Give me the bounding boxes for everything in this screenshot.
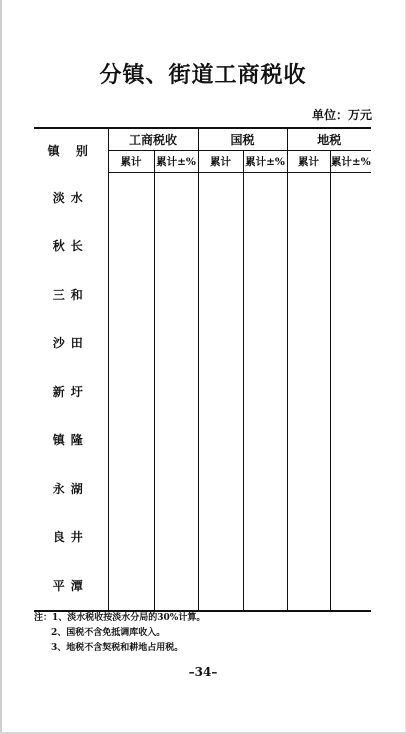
table-row <box>34 464 371 513</box>
value-cell <box>154 270 198 319</box>
town-name: 淡水 <box>52 190 89 205</box>
value-cell <box>108 222 154 271</box>
value-cell <box>154 416 198 465</box>
table-row <box>34 319 371 368</box>
value-cell <box>330 367 371 416</box>
value-cell <box>198 464 243 513</box>
value-cell <box>330 416 371 465</box>
subheader-cumulative: 累计 <box>198 151 243 173</box>
value-cell <box>243 416 287 465</box>
value-cell <box>108 513 154 562</box>
value-cell <box>198 513 243 562</box>
table-row <box>34 173 371 222</box>
value-cell <box>330 173 371 222</box>
page-edge-left <box>0 0 2 734</box>
town-name: 三和 <box>52 287 89 302</box>
value-cell <box>243 513 287 562</box>
value-cell <box>287 367 330 416</box>
value-cell <box>108 173 154 222</box>
value-cell <box>198 561 243 611</box>
footnote: 2、国税不含免抵调库收入。 <box>51 628 166 638</box>
value-cell <box>330 464 371 513</box>
value-cell <box>287 319 330 368</box>
value-cell <box>108 416 154 465</box>
value-cell <box>108 561 154 611</box>
value-cell <box>287 513 330 562</box>
value-cell <box>198 222 243 271</box>
value-cell <box>287 464 330 513</box>
value-cell <box>330 513 371 562</box>
value-cell <box>198 270 243 319</box>
value-cell <box>330 561 371 611</box>
footnote: 3、地税不含契税和耕地占用税。 <box>51 643 184 653</box>
value-cell <box>198 173 243 222</box>
table-body <box>34 173 371 611</box>
value-cell <box>243 367 287 416</box>
value-cell <box>154 173 198 222</box>
value-cell <box>198 367 243 416</box>
value-cell <box>108 270 154 319</box>
subheader-cumulative-change: 累计±% <box>154 151 198 173</box>
town-name: 新圩 <box>52 384 89 399</box>
table-row <box>34 270 371 319</box>
value-cell <box>154 367 198 416</box>
unit-label: 单位：万元 <box>311 108 372 122</box>
value-cell <box>243 173 287 222</box>
footnotes <box>34 611 205 656</box>
value-cell <box>330 222 371 271</box>
tax-table <box>34 127 371 612</box>
value-cell <box>154 513 198 562</box>
value-cell <box>243 270 287 319</box>
town-name: 沙田 <box>52 336 89 351</box>
value-cell <box>243 222 287 271</box>
table-row <box>34 367 371 416</box>
subheader-cumulative-change: 累计±% <box>243 151 287 173</box>
table-row <box>34 416 371 465</box>
town-name: 良井 <box>52 530 89 545</box>
value-cell <box>287 561 330 611</box>
table-row <box>34 513 371 562</box>
table-row <box>34 561 371 611</box>
value-cell <box>287 222 330 271</box>
value-cell <box>330 319 371 368</box>
group-header-business-tax: 工商税收 <box>108 128 198 151</box>
value-cell <box>154 319 198 368</box>
group-header-national-tax: 国税 <box>198 128 287 151</box>
value-cell <box>108 319 154 368</box>
page-title: 分镇、街道工商税收 <box>99 62 307 88</box>
town-name: 平潭 <box>34 561 108 611</box>
page-number: –34– <box>188 665 218 679</box>
value-cell <box>108 367 154 416</box>
value-cell <box>287 270 330 319</box>
value-cell <box>243 464 287 513</box>
subheader-cumulative-change: 累计±% <box>330 151 371 173</box>
value-cell <box>198 416 243 465</box>
subheader-cumulative: 累计 <box>108 151 154 173</box>
value-cell <box>243 319 287 368</box>
value-cell <box>243 561 287 611</box>
value-cell <box>154 464 198 513</box>
town-name: 永湖 <box>52 481 89 496</box>
value-cell <box>287 173 330 222</box>
group-header-local-tax: 地税 <box>287 128 371 151</box>
table-row <box>34 222 371 271</box>
row-header: 镇 别 <box>34 128 108 173</box>
value-cell <box>108 464 154 513</box>
subheader-cumulative: 累计 <box>287 151 330 173</box>
value-cell <box>154 222 198 271</box>
footnote: 注：1、淡水税收按淡水分局的30%计算。 <box>34 613 206 623</box>
town-name: 秋长 <box>52 239 89 254</box>
value-cell <box>287 416 330 465</box>
value-cell <box>154 561 198 611</box>
value-cell <box>198 319 243 368</box>
value-cell <box>330 270 371 319</box>
town-name: 镇隆 <box>52 433 89 448</box>
